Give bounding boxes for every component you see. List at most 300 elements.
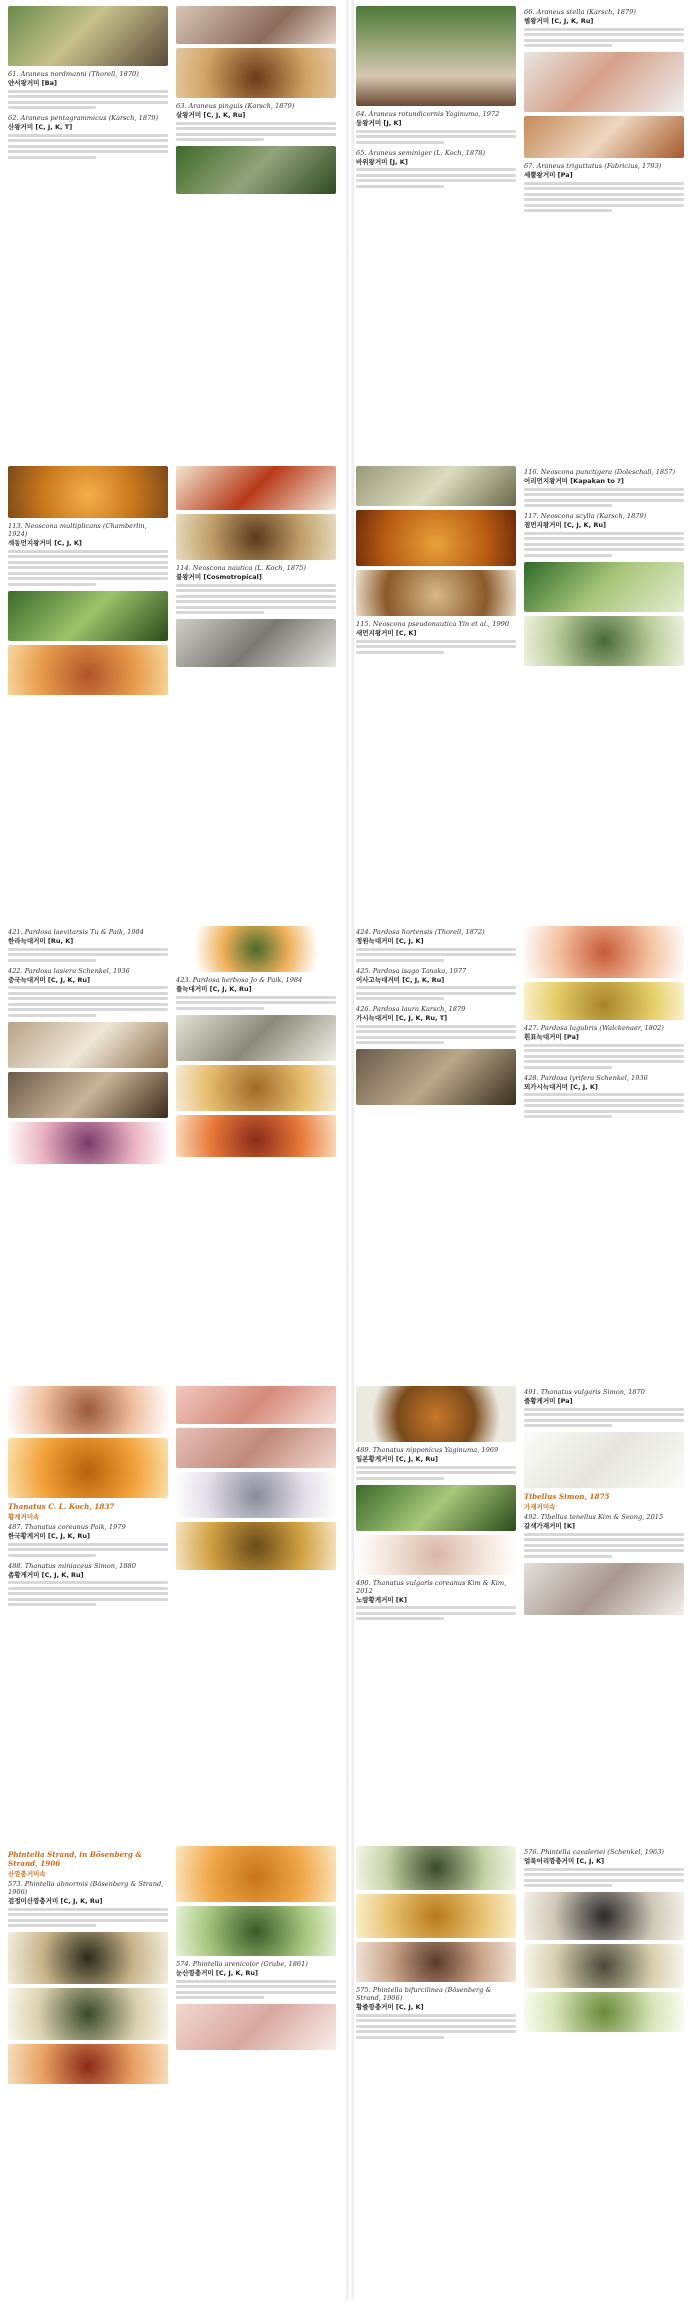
text-line	[8, 139, 168, 142]
specimen-photo	[176, 1015, 336, 1061]
specimen-photo	[8, 6, 168, 66]
specimen-photo	[176, 1472, 336, 1518]
text-line	[8, 1554, 96, 1557]
species-title: 575. Phintella bifurcilinea (Bösenberg & Strand, 1906)	[356, 1986, 492, 2002]
species-title: 490. Thanatus vulgaris coreanus Kim & Kim, 2012	[356, 1578, 507, 1595]
text-column	[524, 1846, 684, 2294]
species-description	[176, 122, 336, 142]
text-line	[524, 1408, 684, 1411]
species-title: 421. Pardosa laevitarsis Tu & Paik, 1984	[8, 928, 144, 936]
text-column	[524, 466, 684, 914]
korean-name: 한라늑대거미 [Ru, K]	[8, 937, 74, 945]
korean-name: 노랑황게거미 [K]	[356, 1595, 407, 1604]
text-line	[524, 1115, 612, 1118]
text-line	[524, 504, 612, 507]
page-gutter	[346, 460, 354, 920]
text-line	[356, 1030, 516, 1033]
specimen-photo	[8, 1022, 168, 1068]
text-line	[356, 1617, 444, 1620]
specimen-photo	[356, 1386, 516, 1442]
text-line	[524, 537, 684, 540]
text-line	[8, 1014, 96, 1017]
text-line	[176, 1996, 264, 1999]
species-title: 116. Neoscona punctigera (Doleschall, 1857)	[524, 468, 676, 476]
specimen-photo	[8, 645, 168, 695]
text-line	[356, 1471, 516, 1474]
text-column	[176, 6, 336, 454]
text-line	[524, 39, 684, 42]
text-line	[356, 130, 516, 133]
specimen-photo	[176, 48, 336, 98]
specimen-photo	[8, 1386, 168, 1434]
species-description	[8, 1581, 168, 1606]
text-line	[524, 1544, 684, 1547]
korean-name: 어리먼지왕거미 [Kapakan to ?]	[524, 477, 624, 485]
species-title: 425. Pardosa isago Tanaka, 1977	[356, 966, 467, 975]
species-title: 65. Araneus seminiger (L. Koch, 1878)	[356, 148, 486, 157]
right-page	[356, 460, 692, 920]
text-line	[356, 2014, 516, 2017]
text-line	[524, 1555, 612, 1558]
korean-name: 중국늑대거미 [C, J, K, Ru]	[8, 975, 90, 984]
species-description	[8, 986, 168, 1017]
species-title: 427. Pardosa lugubris (Walckenaer, 1802)	[524, 1024, 664, 1032]
page-gutter	[346, 920, 354, 1380]
korean-name: 눈산깡충거미 [C, J, K, Ru]	[176, 1969, 258, 1977]
specimen-photo	[176, 1428, 336, 1468]
text-line	[8, 156, 96, 159]
text-column	[356, 6, 516, 454]
text-line	[356, 1466, 516, 1469]
korean-name: 불왕거미 [Cosmotropical]	[176, 573, 262, 581]
species-description	[356, 2014, 516, 2039]
text-line	[524, 1104, 684, 1107]
korean-name: 점먼지왕거미 [C, J, K, Ru]	[524, 521, 606, 529]
specimen-photo	[176, 1065, 336, 1111]
page-spread	[0, 1380, 700, 1840]
specimen-photo	[176, 1386, 336, 1424]
species-title: 489. Thanatus nipponicus Yaginuma, 1969	[356, 1446, 499, 1454]
text-line	[524, 1868, 684, 1871]
text-column	[524, 926, 684, 1374]
text-line	[356, 651, 444, 654]
species-title: 426. Pardosa laura Karsch, 1879	[356, 1005, 466, 1013]
specimen-photo	[176, 1846, 336, 1902]
text-column	[176, 926, 336, 1374]
text-line	[8, 1587, 168, 1590]
species-description	[8, 1908, 168, 1928]
text-line	[8, 1603, 96, 1606]
species-description	[524, 1093, 684, 1118]
korean-name: 뫼가시늑대거미 [C, J, K]	[524, 1082, 598, 1091]
text-line	[176, 1985, 336, 1988]
text-line	[176, 138, 264, 141]
left-page	[8, 1840, 344, 2300]
text-line	[356, 2036, 444, 2039]
text-column	[176, 1386, 336, 1834]
korean-name: 좀황게거미 [C, J, K, Ru]	[8, 1570, 84, 1579]
specimen-photo	[356, 1049, 516, 1105]
species-description	[8, 134, 168, 159]
text-column	[176, 466, 336, 914]
species-title: 117. Neoscona scylla (Karsch, 1879)	[524, 512, 647, 520]
specimen-photo	[176, 619, 336, 667]
species-description	[176, 584, 336, 615]
text-line	[524, 1538, 684, 1541]
specimen-photo	[356, 1485, 516, 1531]
text-column	[356, 1846, 516, 2294]
species-description	[524, 182, 684, 213]
text-column	[356, 466, 516, 914]
species-title: 114. Neoscona nautica (L. Koch, 1875)	[176, 564, 306, 572]
left-page	[8, 460, 344, 920]
page-spread	[0, 0, 700, 460]
text-line	[524, 1066, 612, 1069]
right-page	[356, 920, 692, 1380]
left-page	[8, 0, 344, 460]
text-line	[8, 572, 168, 575]
species-description	[524, 1868, 684, 1888]
text-line	[8, 145, 168, 148]
page-spread	[0, 920, 700, 1380]
species-description	[524, 488, 684, 508]
text-line	[8, 992, 168, 995]
specimen-photo	[176, 514, 336, 560]
specimen-photo	[176, 1906, 336, 1956]
text-line	[8, 561, 168, 564]
genus-title: Thanatus C. L. Koch, 1837	[8, 1502, 115, 1511]
text-line	[176, 133, 336, 136]
text-line	[8, 986, 168, 989]
text-line	[8, 1008, 168, 1011]
text-line	[8, 1548, 168, 1551]
genus-title: Phintella Strand, in Bösenberg & Strand, 1906	[8, 1850, 142, 1868]
specimen-photo	[524, 1892, 684, 1940]
text-line	[8, 1581, 168, 1584]
korean-name: 일본황게거미 [C, J, K, Ru]	[356, 1455, 438, 1463]
genus-title: Tibellus Simon, 1875	[524, 1492, 610, 1501]
species-description	[8, 1543, 168, 1557]
korean-name: 황줄깡충거미 [C, J, K]	[356, 2003, 424, 2011]
text-line	[524, 28, 684, 31]
text-column	[524, 1386, 684, 1834]
text-line	[8, 1924, 96, 1927]
species-title: 576. Phintella cavaleriei (Schenkel, 1963)	[524, 1848, 665, 1856]
text-line	[8, 953, 168, 956]
text-line	[356, 141, 444, 144]
text-column	[524, 6, 684, 454]
korean-name: 줄황게거미 [Pa]	[524, 1397, 573, 1405]
text-line	[8, 106, 96, 109]
specimen-photo	[356, 466, 516, 506]
species-title: 492. Tibellus tenellus Kim & Seong, 2015	[524, 1513, 664, 1521]
species-description	[356, 1606, 516, 1620]
text-line	[8, 150, 168, 153]
korean-name: 갈색가재거미 [K]	[524, 1522, 575, 1530]
text-line	[356, 1612, 516, 1615]
specimen-photo	[8, 2044, 168, 2084]
text-line	[356, 2019, 516, 2022]
species-description	[356, 948, 516, 962]
specimen-photo	[8, 1932, 168, 1984]
korean-name: 검정미산깡충거미 [C, J, K, Ru]	[8, 1897, 103, 1905]
text-line	[356, 185, 444, 188]
text-line	[524, 1533, 684, 1536]
text-line	[356, 135, 516, 138]
text-line	[524, 532, 684, 535]
text-line	[8, 997, 168, 1000]
text-line	[176, 127, 336, 130]
species-description	[176, 1980, 336, 2000]
species-title: 66. Araneus stella (Karsch, 1879)	[524, 8, 636, 16]
text-line	[356, 986, 516, 989]
species-title: 487. Thanatus coreanus Paik, 1979	[8, 1523, 126, 1531]
specimen-photo	[176, 1115, 336, 1157]
text-line	[176, 611, 264, 614]
species-title: 573. Phintella abnormis (Bösenberg & Strand, 1906)	[8, 1880, 164, 1896]
text-line	[8, 959, 96, 962]
text-line	[524, 499, 684, 502]
species-description	[524, 28, 684, 48]
text-line	[8, 95, 168, 98]
text-line	[524, 193, 684, 196]
text-line	[8, 1908, 168, 1911]
specimen-photo	[8, 1122, 168, 1164]
specimen-photo	[8, 591, 168, 641]
species-title: 63. Araneus pinguis (Karsch, 1879)	[176, 102, 295, 110]
specimen-photo	[356, 1894, 516, 1938]
text-line	[524, 1044, 684, 1047]
specimen-photo	[176, 6, 336, 44]
species-title: 491. Thanatus vulgaris Simon, 1870	[524, 1388, 645, 1396]
text-line	[356, 1477, 444, 1480]
text-line	[524, 44, 612, 47]
text-column	[356, 1386, 516, 1834]
text-line	[8, 555, 168, 558]
text-line	[8, 101, 168, 104]
species-description	[8, 90, 168, 110]
text-line	[524, 1549, 684, 1552]
text-line	[356, 645, 516, 648]
text-line	[524, 488, 684, 491]
text-line	[8, 550, 168, 553]
korean-name: 얼룩어리깡충거미 [C, J, K]	[524, 1857, 605, 1865]
species-description	[356, 1025, 516, 1045]
specimen-photo	[176, 466, 336, 510]
specimen-photo	[8, 466, 168, 518]
specimen-photo	[176, 146, 336, 194]
korean-name: 별왕거미 [C, J, K, Ru]	[524, 17, 594, 25]
text-line	[176, 600, 336, 603]
text-line	[8, 566, 168, 569]
text-line	[176, 595, 336, 598]
korean-name: 풀늑대거미 [C, J, K, Ru]	[176, 985, 252, 993]
specimen-photo	[356, 1942, 516, 1982]
specimen-photo	[8, 1438, 168, 1498]
text-line	[524, 209, 612, 212]
species-title: 113. Neoscona multiplicans (Chamberlin, 1924)	[8, 522, 147, 538]
species-description	[524, 1044, 684, 1069]
specimen-photo	[176, 926, 336, 972]
text-line	[524, 1879, 684, 1882]
korean-name: 둥왕거미 [J, K]	[356, 119, 402, 127]
species-description	[356, 130, 516, 144]
text-line	[8, 1919, 168, 1922]
text-line	[8, 583, 96, 586]
text-line	[356, 959, 444, 962]
species-title: 62. Araneus pentagrammicus (Karsch, 1879)	[8, 114, 159, 122]
species-title: 574. Phintella arenicolor (Grube, 1861)	[176, 1960, 308, 1968]
species-description	[356, 986, 516, 1000]
species-description	[176, 996, 336, 1010]
text-line	[524, 187, 684, 190]
korean-name: 가시늑대거미 [C, J, K, Ru, T]	[356, 1014, 448, 1022]
specimen-photo	[524, 562, 684, 612]
specimen-photo	[356, 510, 516, 566]
species-description	[8, 948, 168, 962]
page-gutter	[346, 0, 354, 460]
text-line	[524, 1419, 684, 1422]
text-line	[8, 1592, 168, 1595]
page-spread	[0, 1840, 700, 2300]
text-line	[524, 1424, 612, 1427]
text-column	[8, 1846, 168, 2294]
text-line	[356, 1025, 516, 1028]
text-line	[176, 996, 336, 999]
species-title: 428. Pardosa lyrifera Schenkel, 1936	[524, 1073, 648, 1082]
species-description	[356, 640, 516, 654]
page-spread	[0, 460, 700, 920]
specimen-photo	[176, 1522, 336, 1570]
specimen-photo	[356, 570, 516, 616]
specimen-photo	[524, 52, 684, 112]
species-title: 67. Araneus triguttatus (Fabricius, 1793)	[524, 162, 662, 170]
left-page	[8, 1380, 344, 1840]
right-page	[356, 1840, 692, 2300]
text-column	[176, 1846, 336, 2294]
text-line	[524, 548, 684, 551]
text-line	[356, 640, 516, 643]
text-line	[176, 1001, 336, 1004]
species-title: 422. Pardosa lasiera Schenkel, 1936	[8, 966, 130, 975]
text-line	[176, 584, 336, 587]
text-line	[176, 589, 336, 592]
species-description	[524, 1408, 684, 1428]
text-column	[8, 1386, 168, 1834]
text-line	[524, 1110, 684, 1113]
left-page	[8, 920, 344, 1380]
specimen-photo	[356, 1535, 516, 1575]
text-line	[176, 1007, 264, 1010]
text-line	[356, 2030, 516, 2033]
text-line	[8, 1543, 168, 1546]
text-line	[524, 33, 684, 36]
genus-korean-name: 황게거미속	[8, 1513, 40, 1521]
korean-name: 새먼지왕거미 [C, K]	[356, 629, 417, 637]
page-gutter	[346, 1380, 354, 1840]
text-line	[356, 2025, 516, 2028]
text-line	[8, 577, 168, 580]
species-title: 488. Thanatus miniaceus Simon, 1880	[8, 1561, 136, 1570]
korean-name: 이사고늑대거미 [C, J, K, Ru]	[356, 975, 445, 984]
text-line	[176, 122, 336, 125]
text-line	[356, 997, 444, 1000]
text-line	[8, 1913, 168, 1916]
text-line	[356, 948, 516, 951]
text-line	[524, 204, 684, 207]
text-line	[524, 1413, 684, 1416]
korean-name: 산왕거미 [C, J, K, T]	[8, 123, 73, 131]
species-description	[356, 168, 516, 188]
text-column	[8, 6, 168, 454]
text-line	[524, 1055, 684, 1058]
text-line	[176, 1991, 336, 1994]
text-line	[524, 182, 684, 185]
text-line	[356, 168, 516, 171]
page-gutter	[346, 1840, 354, 2300]
korean-name: 세뿔왕거미 [Pa]	[524, 171, 573, 179]
species-description	[8, 550, 168, 586]
text-column	[8, 926, 168, 1374]
species-title: 115. Neoscona pseudonautica Yin et al., 1990	[356, 620, 510, 628]
text-line	[356, 174, 516, 177]
specimen-photo	[524, 116, 684, 158]
genus-korean-name: 가재거미속	[524, 1503, 556, 1511]
specimen-photo	[8, 1988, 168, 2040]
specimen-photo	[524, 926, 684, 978]
text-line	[524, 543, 684, 546]
text-line	[524, 1060, 684, 1063]
korean-name: 얀서왕거미 [Ba]	[8, 79, 57, 87]
specimen-photo	[356, 6, 516, 106]
text-line	[8, 1003, 168, 1006]
korean-name: 살왕거미 [C, J, K, Ru]	[176, 111, 246, 119]
text-line	[524, 1873, 684, 1876]
species-title: 64. Araneus rotundicornis Yaginuma, 1972	[356, 110, 500, 118]
specimen-photo	[524, 1992, 684, 2032]
text-line	[524, 493, 684, 496]
specimen-photo	[176, 2004, 336, 2050]
right-page	[356, 1380, 692, 1840]
text-column	[8, 466, 168, 914]
species-description	[356, 1466, 516, 1480]
korean-name: 색동먼지왕거미 [C, J, K]	[8, 539, 82, 547]
text-column	[356, 926, 516, 1374]
species-title: 424. Pardosa hortensis (Thorell, 1872)	[356, 928, 485, 936]
text-line	[524, 1093, 684, 1096]
korean-name: 바위왕거미 [J, K]	[356, 157, 408, 166]
specimen-photo	[524, 1944, 684, 1988]
species-description	[524, 1533, 684, 1558]
text-line	[176, 606, 336, 609]
specimen-photo	[356, 1846, 516, 1890]
text-line	[356, 1606, 516, 1609]
text-line	[176, 1980, 336, 1983]
korean-name: 흰표늑대거미 [Pa]	[524, 1033, 579, 1041]
specimen-photo	[524, 982, 684, 1020]
specimen-photo	[8, 1072, 168, 1118]
right-page	[356, 0, 692, 460]
korean-name: 한국황게거미 [C, J, K, Ru]	[8, 1532, 90, 1540]
genus-korean-name: 산깡충거미속	[8, 1870, 46, 1878]
korean-name: 정원늑대거미 [C, J, K]	[356, 937, 424, 945]
text-line	[8, 1598, 168, 1601]
text-line	[8, 90, 168, 93]
specimen-photo	[524, 616, 684, 666]
species-title: 61. Araneus nordmanni (Thorell, 1870)	[8, 70, 139, 78]
text-line	[524, 1049, 684, 1052]
text-line	[8, 948, 168, 951]
